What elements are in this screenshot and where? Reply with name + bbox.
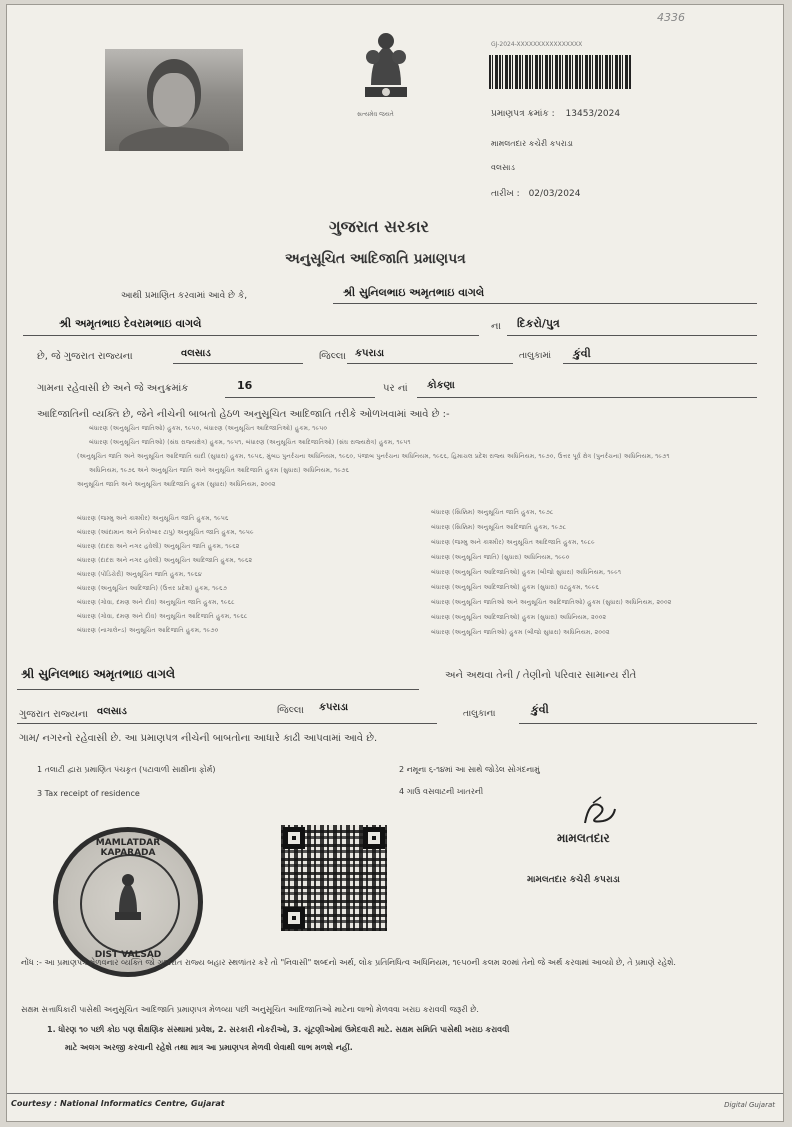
- tribe-value: કોકણા: [427, 380, 455, 391]
- order-item: અનુસૂચિત જાતિ અને અનુસૂચિત આદિજાતિ હુકમ (સુધારા) અધિનિયમ, ૨૦૦૨: [77, 481, 276, 488]
- applicant-name-repeat: શ્રી સુનિલભાઇ અમૃતભાઇ વાગલે: [21, 667, 176, 681]
- intro-text: આથી પ્રમાણિત કરવામાં આવે છે કે,: [121, 291, 248, 301]
- issuing-place: વલસાડ: [491, 163, 515, 172]
- order-item: અધિનિયમ, ૧૯૭૬ અને અનુસૂચિત જાતિ અને અનુસૂચિત આદિજાતિ હુકમ (સુધારા) અધિનિયમ, ૧૯૭૬: [89, 467, 350, 474]
- certificate-number-line: [491, 109, 620, 119]
- order-item: બંધારણ (ગોવા, દમણ અને દીવ) અનુસૂચિત જાતિ હુકમ, ૧૯૬૮: [77, 599, 235, 606]
- order-item: બંધારણ (અનુસૂચિત જાતિઓ) (સંઘ રાજ્યક્ષેત્ર) હુકમ, ૧૯૫૧, બંધારણ (અનુસૂચિત આદિજાતિઓ) (સંઘ રાજ્યક્ષેત્ર) હુકમ, ૧૯૫૧: [89, 439, 411, 446]
- government-title: ગુજરાત સરકાર: [329, 217, 429, 236]
- serial-prefix: ગામના રહેવાસી છે અને જે અનુક્રમાંક: [37, 383, 189, 394]
- footer-courtesy: Courtesy : National Informatics Centre, Gujarat: [11, 1099, 225, 1108]
- order-item: બંધારણ (નાગાલેન્ડ) અનુસૂચિત આદિજાતિ હુકમ, ૧૯૭૦: [77, 627, 219, 634]
- tribe-recognition-line: આદિજાતિની વ્યક્તિ છે, જેને નીચેની બાબતો હેઠળ અનુસૂચિત આદિજાતિ તરીકે ઓળખવામાં આવે છે :-: [37, 409, 450, 420]
- emblem-caption: સત્યમેવ જયતે: [357, 111, 394, 118]
- order-item: બંધારણ (દાદરા અને નગર હવેલી) અનુસૂચિત આદિજાતિ હુકમ, ૧૯૬૨: [77, 557, 253, 564]
- relation: દિકરો/પુત્ર: [517, 317, 560, 330]
- order-item: બંધારણ (અનુસૂચિત જાતિ) (સુધારા) અધિનિયમ, ૧૯૯૦: [431, 554, 570, 561]
- basis-item-3: 3 Tax receipt of residence: [37, 789, 140, 798]
- na-label: ના: [491, 321, 501, 332]
- orders-list-left: [77, 515, 397, 641]
- handwritten-note: 4336: [657, 11, 685, 24]
- national-emblem-icon: [351, 27, 421, 117]
- issue-date: 02/03/2024: [528, 189, 581, 199]
- note-2: સક્ષમ સત્તાધિકારી પાસેથી અનુસૂચિત આદિજાતિ પ્રમાણપત્ર મેળવ્યા પછી અનુસૂચિત આદિજાતિઓ માટેના લાભો મેળવવા ખરાઇ કરાવવી જરૂરી છે.: [21, 1005, 479, 1014]
- basis-item-2: 2 નમૂના ૬-૧૪માં આ સાથે જોડેલ સોગંદનામું: [399, 765, 540, 774]
- taluka-label-2: તાલુકાના: [463, 709, 496, 719]
- note-1: નોંધ :- આ પ્રમાણપત્ર મેળવનાર વ્યક્તિ જો ગુજરાત રાજ્ય બહાર સ્થળાંતર કરે તો "નિવાસી" શબ્દનો અર્થ, લોક પ્રતિનિધિત્વ અધિનિયમ, ૧૯૫૦ની કલમ ૨૦માં તેનો જે અર્થ કરવામાં આવ્યો છે, તે પ્રમાણે રહેશે.: [21, 958, 676, 967]
- taluka-value: કુંવી: [573, 347, 591, 360]
- district-value-2: કપરાડા: [355, 348, 385, 359]
- issue-date-label: તારીખ :: [491, 189, 520, 199]
- footer: [7, 1093, 783, 1116]
- certificate-number: 13453/2024: [565, 109, 621, 119]
- taluka-label: તાલુકામાં: [519, 351, 552, 361]
- father-name: શ્રી અમૃતભાઇ દેવરામભાઇ વાગલે: [59, 317, 202, 330]
- district-value-4: કપરાડા: [319, 702, 349, 713]
- footer-brand: Digital Gujarat: [724, 1101, 775, 1109]
- district-value-3: વલસાડ: [97, 706, 127, 717]
- order-item: બંધારણ (અનુસૂચિત આદિજાતિઓ) હુકમ (સુધારા) વટહુકમ, ૧૯૯૬: [431, 584, 600, 591]
- signatory-title: મામલતદાર: [557, 831, 610, 845]
- issuing-office: મામલતદાર કચેરી કપરાડા: [491, 139, 574, 148]
- village-basis-line: ગામ/ નગરનો રહેવાસી છે. આ પ્રમાણપત્ર નીચેની બાબતોના આધારે કાઢી આપવામાં આવે છે.: [19, 733, 378, 744]
- taluka-value-2: કુંવી: [531, 703, 549, 716]
- applicant-photo: [105, 49, 243, 151]
- order-item: બંધારણ (જમ્મુ અને કાશ્મીર) અનુસૂચિત જાતિ હુકમ, ૧૯૫૬: [77, 515, 229, 522]
- basis-item-4: 4 ગાઉ વસવાટની ખાતરની: [399, 787, 484, 796]
- serial-number: 16: [237, 379, 253, 392]
- orders-list-right: [431, 509, 761, 644]
- stamp-subtext: DIST VALSAD: [94, 950, 162, 960]
- note-4: માટે અલગ અરજી કરવાની રહેશે તથા માત્ર આ પ્રમાણપત્ર મેળવી લેવાથી લાભ મળશે નહીં.: [65, 1043, 353, 1052]
- family-residence-text: અને અથવા તેની / તેણીનો પરિવાર સામાન્ય રીતે: [445, 670, 637, 681]
- state-label-2: ગુજરાત રાજ્યના: [19, 709, 88, 720]
- order-item: બંધારણ (સિક્કિમ) અનુસૂચિત જાતિ હુકમ, ૧૯૭૮: [431, 509, 554, 516]
- orders-list-top: [77, 425, 757, 489]
- order-item: બંધારણ (અનુસૂચિત જાતિઓ) હુકમ (બીજો સુધારા) અધિનિયમ, ૨૦૦૨: [431, 629, 610, 636]
- order-item: બંધારણ (જમ્મુ અને કાશ્મીર) અનુસૂચિત આદિજાતિ હુકમ, ૧૯૮૯: [431, 539, 595, 546]
- district-label-2: જિલ્લા: [277, 705, 304, 716]
- order-item: બંધારણ (આંદામાન અને નિકોબાર ટાપુ) અનુસૂચિત જાતિ હુકમ, ૧૯૫૯: [77, 529, 254, 536]
- district-value-1: વલસાડ: [181, 348, 211, 359]
- certificate-page: [6, 4, 784, 1122]
- order-item: બંધારણ (અનુસૂચિત જાતિઓ) હુકમ, ૧૯૫૦, બંધારણ (અનુસૂચિત આદિજાતિઓ) હુકમ, ૧૯૫૦: [89, 425, 328, 432]
- order-item: બંધારણ (સિક્કિમ) અનુસૂચિત આદિજાતિ હુકમ, ૧૯૭૮: [431, 524, 567, 531]
- barcode-text: GJ-2024-XXXXXXXXXXXXXXXX: [491, 41, 583, 48]
- signature-icon: [579, 795, 619, 829]
- qr-code: [281, 825, 387, 931]
- stamp-text: MAMLATDAR KAPARADA: [95, 838, 161, 858]
- order-item: બંધારણ (ગોવા, દમણ અને દીવ) અનુસૂચિત આદિજાતિ હુકમ, ૧૯૬૮: [77, 613, 248, 620]
- district-label: જિલ્લા: [319, 351, 346, 362]
- order-item: બંધારણ (અનુસૂચિત આદિજાતિઓ) હુકમ (બીજો સુધારા) અધિનિયમ, ૧૯૯૧: [431, 569, 622, 576]
- certificate-number-label: પ્રમાણપત્ર ક્રમાંક :: [491, 109, 555, 119]
- applicant-name: શ્રી સુનિલભાઇ અમૃતભાઇ વાગલે: [343, 286, 485, 299]
- note-3: 1. ધોરણ ૧૦ પછી કોઇ પણ શૈક્ષણિક સંસ્થામાં પ્રવેશ, 2. સરકારી નોકરીઓ, 3. ચૂંટણીઓમાં ઉમેદવારી માટે. સક્ષમ સમિતિ પાસેથી ખરાઇ કરાવવી: [47, 1025, 510, 1034]
- order-item: બંધારણ (અનુસૂચિત આદિજાતિઓ) હુકમ (સુધારા) અધિનિયમ, ૨૦૦૨: [431, 614, 607, 621]
- order-item: બંધારણ (અનુસૂચિત જાતિઓ અને અનુસૂચિત આદિજાતિઓ) હુકમ (સુધારા) અધિનિયમ, ૨૦૦૨: [431, 599, 672, 606]
- certificate-title: અનુસૂચિત આદિજાતિ પ્રમાણપત્ર: [285, 251, 466, 267]
- order-item: બંધારણ (પોંડિચેરી) અનુસૂચિત જાતિ હુકમ, ૧૯૬૪: [77, 571, 202, 578]
- order-item: બંધારણ (અનુસૂચિત આદિજાતિ) (ઉત્તર પ્રદેશ) હુકમ, ૧૯૬૭: [77, 585, 228, 592]
- issue-date-line: [491, 189, 580, 199]
- stamp-emblem-icon: [103, 872, 153, 932]
- basis-item-1: 1 તલાટી દ્વારા પ્રમાણિત પંચકૃત (પટાવાળી સાક્ષીના ફોર્મ): [37, 765, 216, 774]
- barcode: [489, 55, 631, 89]
- order-item: બંધારણ (દાદરા અને નગર હવેલી) અનુસૂચિત જાતિ હુકમ, ૧૯૬૨: [77, 543, 240, 550]
- order-item: (અનુસૂચિત જાતિ અને અનુસૂચિત આદિજાતિ યાદી (સુધારા) હુકમ, ૧૯૫૬, મુંબઇ પુનર્રચના અધિનિયમ, ૧૯૬૦, પંજાબ પુનર્રચના અધિનિયમ, ૧૯૬૬, હિમાચલ પ્રદેશ રાજ્ય અધિનિયમ, ૧૯૭૦, ઉત્તર પૂર્વ ક્ષેત્ર (પુનર્રચના) અધિનિયમ, ૧૯૭૧: [77, 453, 670, 460]
- state-prefix: છે, જે ગુજરાત રાજ્યના: [37, 351, 133, 362]
- signatory-office: મામલતદાર કચેરી કપરાડા: [527, 875, 620, 885]
- tribe-label: પર નાં: [383, 383, 408, 394]
